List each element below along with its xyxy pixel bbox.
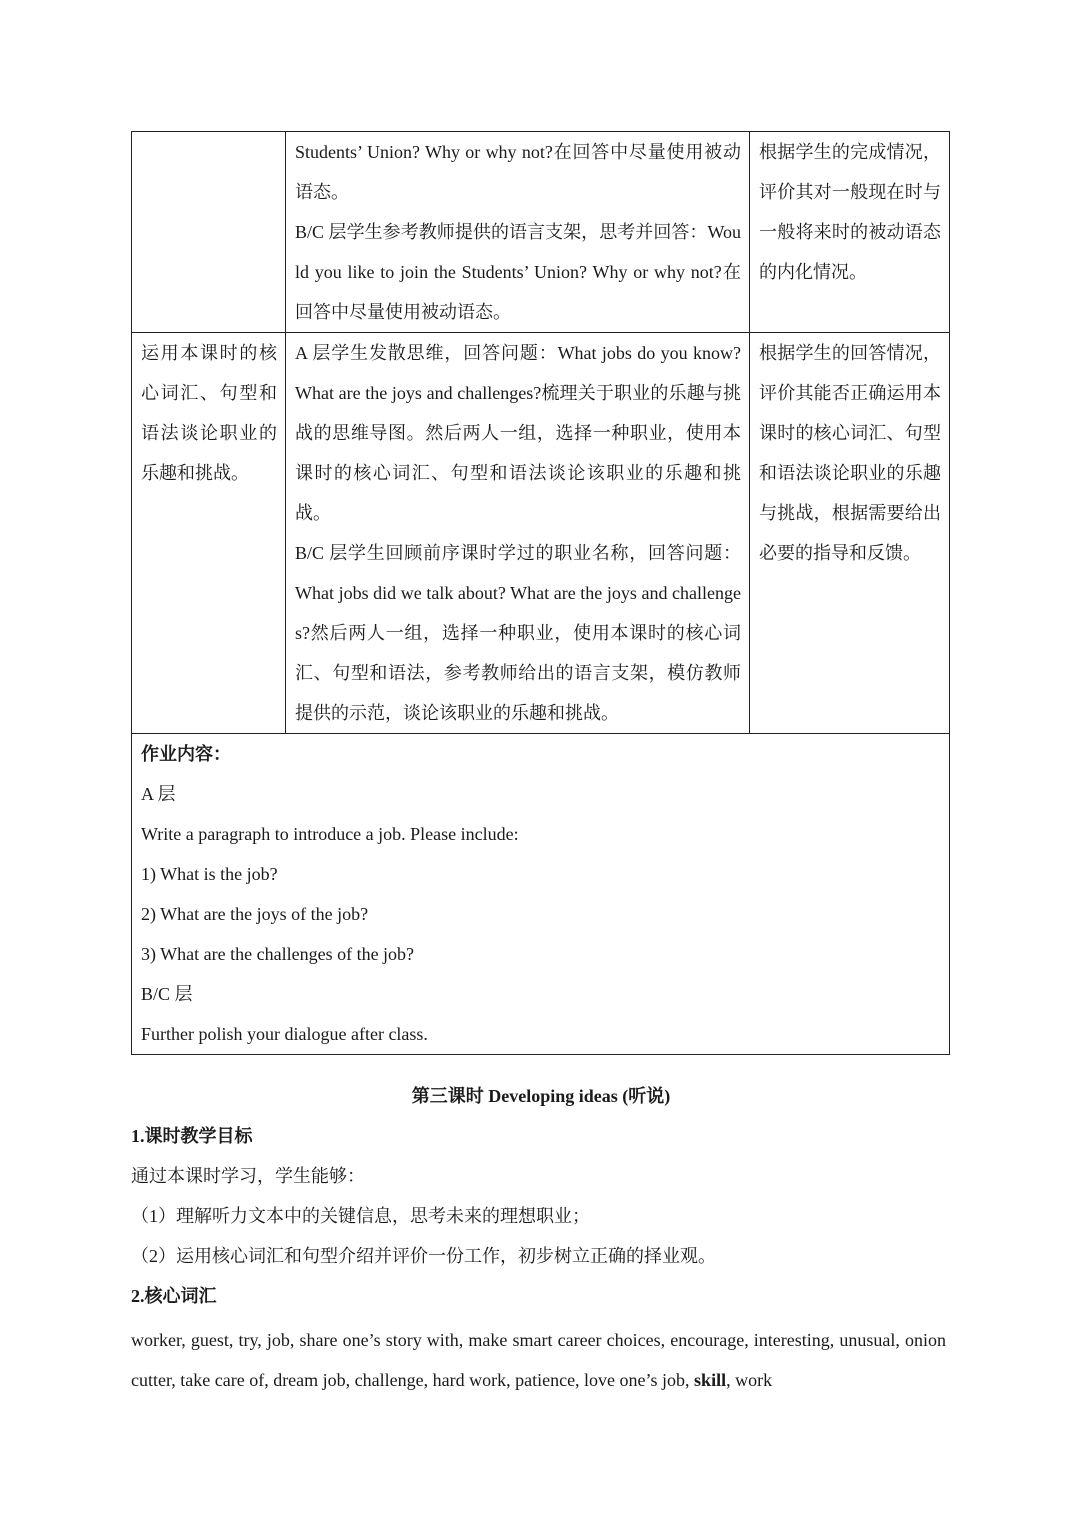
vocab-text-end: , work [726, 1370, 773, 1390]
goals-intro: 通过本课时学习，学生能够： [131, 1166, 365, 1186]
table-cell-activity [286, 132, 750, 333]
lesson-plan-table [131, 131, 950, 1055]
homework-question-2: 2) What are the joys of the job? [141, 904, 369, 924]
vocab-bold-word: skill [694, 1370, 727, 1390]
section-heading-goals: 1.课时教学目标 [131, 1126, 253, 1146]
goal-item-2: （2）运用核心词汇和句型介绍并评价一份工作，初步树立正确的择业观。 [131, 1246, 716, 1266]
homework-question-1: 1) What is the job? [141, 864, 278, 884]
homework-level-bc: B/C 层 [141, 984, 193, 1004]
homework-question-3: 3) What are the challenges of the job? [141, 944, 415, 964]
table-row [132, 132, 950, 333]
homework-task-bc: Further polish your dialogue after class. [141, 1024, 428, 1044]
section-heading-vocab: 2.核心词汇 [131, 1286, 217, 1306]
table-cell-activity [286, 333, 750, 734]
vocab-paragraph [131, 1320, 946, 1400]
homework-cell [132, 734, 950, 1055]
homework-title: 作业内容： [141, 744, 231, 764]
activity-text-bc: B/C 层学生参考教师提供的语言支架，思考并回答：Would you like to join the Students’ Union? Why or why not?在回答中尽量使用被动语态。 [295, 222, 741, 322]
activity-text-bc: B/C 层学生回顾前序课时学过的职业名称，回答问题：What jobs did we talk about? What are the joys and challenges?然后两人一组，选择一种职业，使用本课时的核心词汇、句型和语法，参考教师给出的语言支架，模仿教师提供的示范，谈论该职业的乐趣和挑战。 [295, 543, 741, 723]
homework-row [132, 734, 950, 1055]
activity-text-a: Students’ Union? Why or why not?在回答中尽量使用被动语态。 [295, 142, 741, 202]
homework-level-a: A 层 [141, 784, 176, 804]
homework-task: Write a paragraph to introduce a job. Please include: [141, 824, 519, 844]
table-cell-assessment: 根据学生的完成情况，评价其对一般现在时与一般将来时的被动语态的内化情况。 [750, 132, 950, 333]
vocab-text: worker, guest, try, job, share one’s story with, make smart career choices, encourage, interesting, unusual, onion cutter, take care of, dream job, challenge, hard work, patience, love one’s job, [131, 1330, 946, 1390]
goal-item-1: （1）理解听力文本中的关键信息，思考未来的理想职业； [131, 1206, 590, 1226]
table-cell-objective: 运用本课时的核心词汇、句型和语法谈论职业的乐趣和挑战。 [132, 333, 286, 734]
table-cell-assessment: 根据学生的回答情况，评价其能否正确运用本课时的核心词汇、句型和语法谈论职业的乐趣与挑战，根据需要给出必要的指导和反馈。 [750, 333, 950, 734]
lesson-title: 第三课时 Developing ideas (听说) [411, 1086, 671, 1106]
activity-text-a: A 层学生发散思维，回答问题：What jobs do you know? What are the joys and challenges?梳理关于职业的乐趣与挑战的思维导图。然后两人一组，选择一种职业，使用本课时的核心词汇、句型和语法谈论该职业的乐趣和挑战。 [295, 343, 741, 523]
table-row [132, 333, 950, 734]
table-cell-objective [132, 132, 286, 333]
